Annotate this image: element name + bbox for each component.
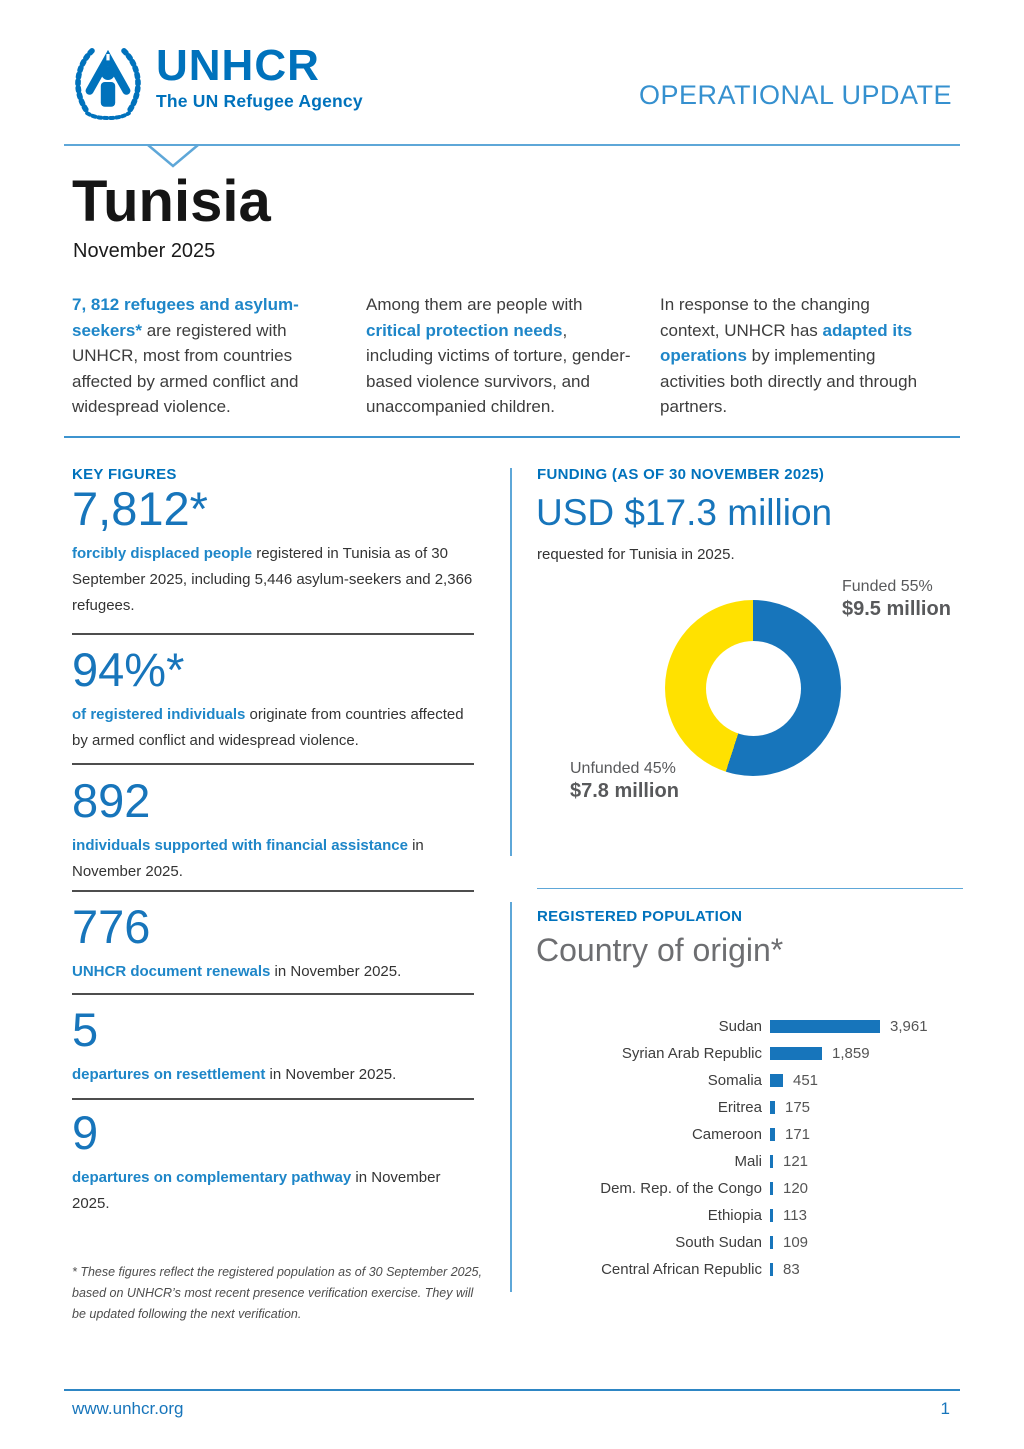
stat-divider [72,993,474,995]
funding-vertical-rule [510,468,512,856]
bar-row [537,1121,977,1148]
bar-segment [770,1128,775,1141]
intro-paragraph-1: 7, 812 refugees and asylum-seekers* are registered with UNHCR, most from countries affected by armed conflict and widespread violence. [72,295,299,416]
unhcr-logo [68,41,363,120]
bar-value-label: 171 [785,1126,811,1143]
funded-label-group [842,578,951,621]
stat-description: departures on complementary pathway in November 2025. [72,1169,441,1213]
footer-url-link[interactable]: www.unhcr.org [72,1399,184,1418]
bar-segment [770,1047,822,1060]
bar-category-label: Syrian Arab Republic [621,1045,762,1062]
page-number: 1 [940,1399,950,1418]
section-divider-rule [64,436,960,438]
bar-row [537,1067,977,1094]
verification-footnote: * These figures reflect the registered population as of 30 September 2025, based on UNHCR’s most recent presence verification exercise. They will be updated following the next verification. [72,1265,482,1321]
stat-value: 7,812* [72,482,208,535]
bar-row [537,1202,977,1229]
bar-value-label: 3,961 [890,1018,928,1035]
doc-type-label: OPERATIONAL UPDATE [638,80,952,110]
country-of-origin-title: Country of origin* [536,932,784,968]
donut-hole [706,641,801,736]
bar-segment [770,1101,775,1114]
bar-segment [770,1182,773,1195]
funding-amount: USD $17.3 million [536,492,833,533]
bar-segment [770,1263,773,1276]
key-figures-heading: KEY FIGURES [72,466,177,483]
bar-value-label: 121 [783,1153,809,1170]
bar-category-label: Ethiopia [707,1207,762,1224]
stat-value: 5 [72,1003,99,1056]
unfunded-label: Unfunded 45% [570,760,676,777]
bar-row [537,1013,977,1040]
bar-category-label: Sudan [718,1018,762,1035]
funded-amount: $9.5 million [842,598,951,620]
stat-value: 892 [72,774,151,827]
stat-resettlement-departures [72,1005,474,1088]
stat-financial-assistance [72,776,474,885]
stat-divider [72,1098,474,1100]
bar-category-label: Dem. Rep. of the Congo [600,1180,762,1197]
bar-category-label: Cameroon [691,1126,762,1143]
bar-row [537,1040,977,1067]
stat-value: 9 [72,1106,99,1159]
stat-divider [72,890,474,892]
funding-heading: FUNDING (AS OF 30 NOVEMBER 2025) [537,466,825,483]
stat-description: UNHCR document renewals in November 2025. [72,963,402,981]
chevron-down-icon [146,144,200,170]
unhcr-emblem-icon [68,44,148,120]
page-title: Tunisia [72,169,271,234]
bar-row [537,1229,977,1256]
stat-description: individuals supported with financial assistance in November 2025. [72,837,424,881]
intro-section [72,292,962,420]
bar-category-label: Central African Republic [601,1261,762,1278]
bar-row [537,1094,977,1121]
footer-rule [64,1389,960,1391]
bar-value-label: 175 [785,1099,811,1116]
bar-value-label: 1,859 [832,1045,870,1062]
stat-document-renewals [72,902,474,985]
logo-title: UNHCR [156,41,320,90]
intro-paragraph-3: In response to the changing context, UNHCR has adapted its operations by implementing activities both directly and through partners. [660,295,918,416]
bar-value-label: 113 [783,1207,807,1224]
bar-row [537,1175,977,1202]
stat-description: departures on resettlement in November 2025. [72,1066,397,1084]
stat-value: 94%* [72,643,185,696]
bar-segment [770,1074,783,1087]
funding-subtitle: requested for Tunisia in 2025. [537,546,735,563]
bar-category-label: Mali [734,1153,762,1170]
funded-label: Funded 55% [842,578,933,595]
unfunded-amount: $7.8 million [570,780,679,802]
stat-description: forcibly displaced people registered in Tunisia as of 30 September 2025, including 5,446 asylum-seekers and 2,366 refugees. [72,545,473,615]
bar-value-label: 109 [783,1234,809,1251]
stat-divider [72,763,474,765]
logo-subtitle: The UN Refugee Agency [156,91,363,111]
population-heading: REGISTERED POPULATION [537,908,743,925]
stat-complementary-pathway [72,1108,474,1217]
bar-value-label: 83 [783,1261,800,1278]
unfunded-label-group [570,760,679,803]
bar-category-label: South Sudan [675,1234,762,1251]
funding-donut [665,600,841,776]
bar-row [537,1256,977,1283]
bar-row [537,1148,977,1175]
bar-segment [770,1236,773,1249]
stat-displaced-people [72,484,474,619]
funding-population-divider [537,888,963,889]
bar-segment [770,1020,880,1033]
stat-description: of registered individuals originate from countries affected by armed conflict and widespread violence. [72,706,464,750]
bar-category-label: Eritrea [717,1099,762,1116]
bar-segment [770,1209,773,1222]
country-bar-chart [537,1013,977,1283]
stat-divider [72,633,474,635]
report-date: November 2025 [73,240,216,262]
intro-paragraph-2: Among them are people with critical protection needs, including victims of torture, gender-based violence survivors, and unaccompanied children. [366,295,631,416]
stat-value: 776 [72,900,151,953]
bar-value-label: 451 [793,1072,819,1089]
bar-category-label: Somalia [707,1072,762,1089]
stat-registered-individuals [72,645,474,754]
bar-segment [770,1155,773,1168]
population-vertical-rule [510,902,512,1292]
bar-value-label: 120 [783,1180,809,1197]
